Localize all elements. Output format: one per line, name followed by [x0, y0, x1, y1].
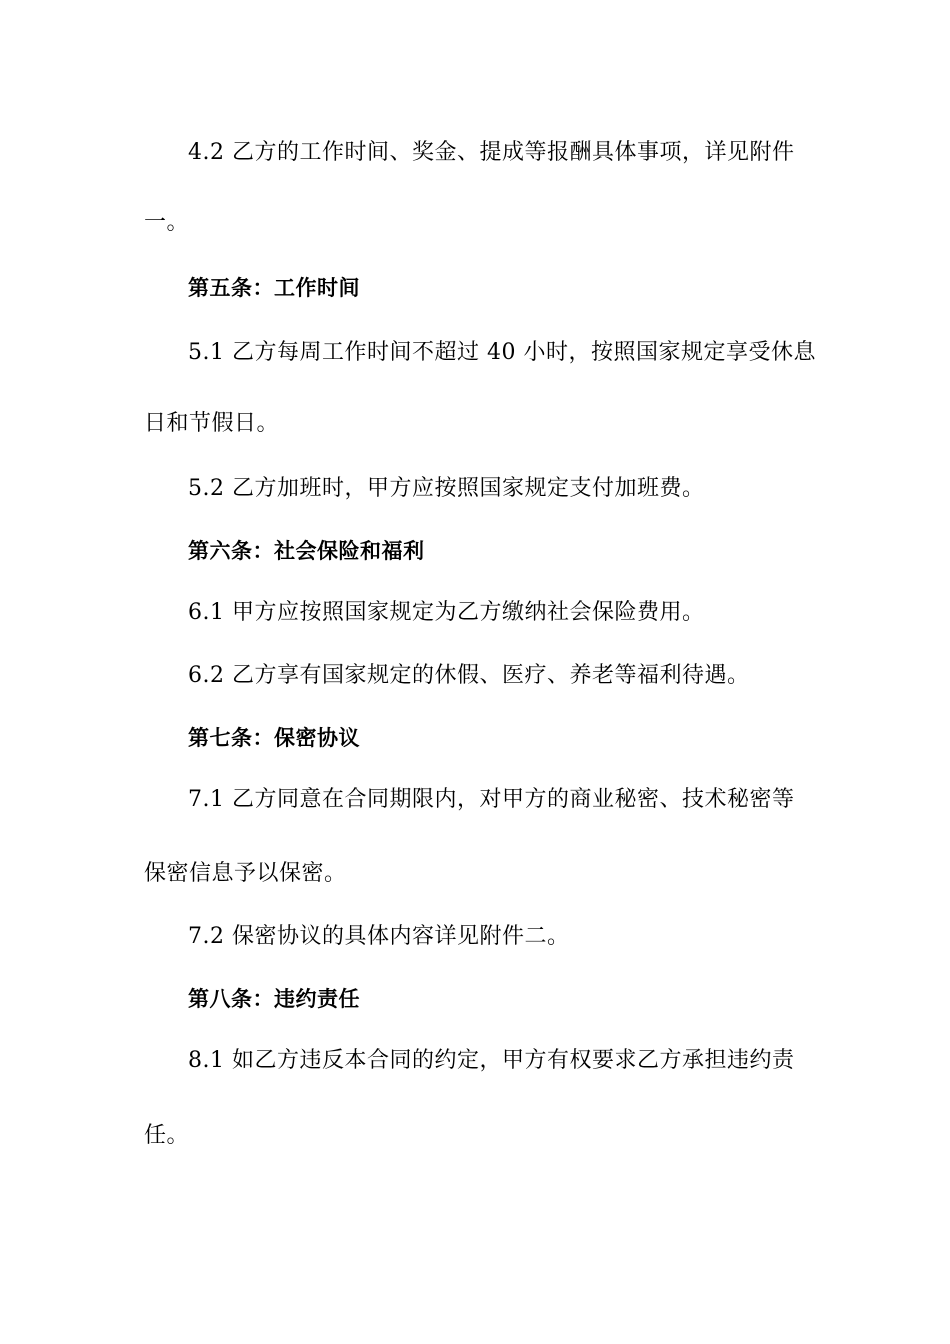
clause-6-2: 6.2 乙方享有国家规定的休假、医疗、养老等福利待遇。 [188, 663, 750, 688]
article-6-heading: 第六条：社会保险和福利 [188, 539, 425, 563]
clause-8-1-line-2: 任。 [144, 1123, 190, 1148]
article-7-heading: 第七条：保密协议 [188, 726, 360, 750]
clause-8-1-line-1: 8.1 如乙方违反本合同的约定，甲方有权要求乙方承担违约责 [188, 1048, 795, 1073]
clause-5-1-line-1: 5.1 乙方每周工作时间不超过 40 小时，按照国家规定享受休息 [188, 340, 816, 365]
clause-4-2-line-1: 4.2 乙方的工作时间、奖金、提成等报酬具体事项，详见附件 [188, 140, 795, 165]
clause-7-1-line-1: 7.1 乙方同意在合同期限内，对甲方的商业秘密、技术秘密等 [188, 787, 795, 812]
clause-6-1: 6.1 甲方应按照国家规定为乙方缴纳社会保险费用。 [188, 600, 705, 625]
clause-7-2: 7.2 保密协议的具体内容详见附件二。 [188, 924, 570, 949]
clause-4-2-line-2: 一。 [144, 210, 190, 235]
article-8-heading: 第八条：违约责任 [188, 987, 360, 1011]
article-5-heading: 第五条：工作时间 [188, 276, 360, 300]
clause-5-1-line-2: 日和节假日。 [144, 411, 280, 436]
clause-7-1-line-2: 保密信息予以保密。 [144, 861, 347, 886]
clause-5-2: 5.2 乙方加班时，甲方应按照国家规定支付加班费。 [188, 476, 705, 501]
